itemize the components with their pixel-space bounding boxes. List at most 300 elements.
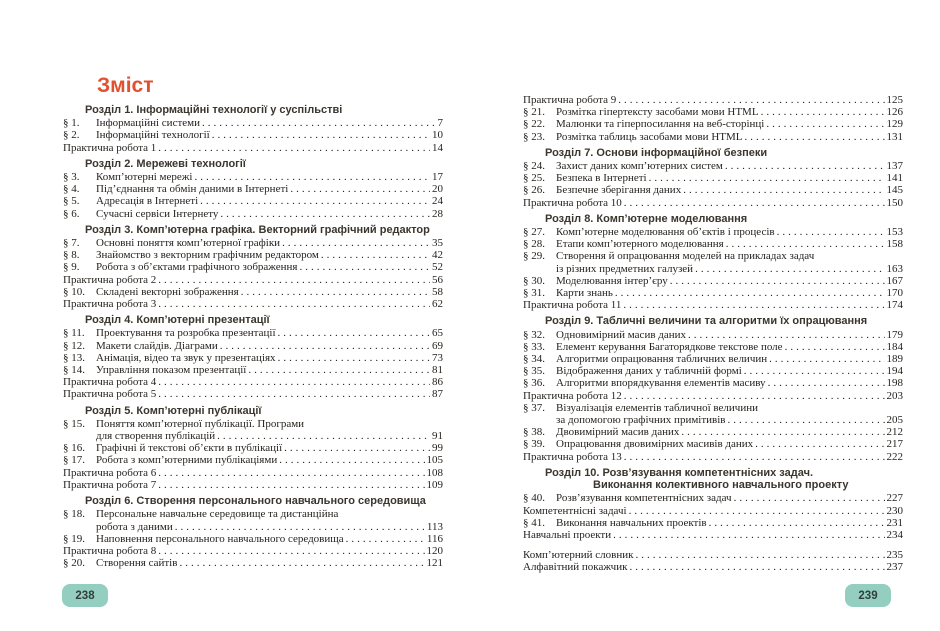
toc-entry-page: 189 xyxy=(886,353,903,366)
toc-entry-page: 235 xyxy=(886,549,903,562)
toc-entry xyxy=(523,451,903,463)
toc-dot-leader xyxy=(158,467,424,479)
toc-entry-page: 174 xyxy=(886,299,903,312)
toc-entry xyxy=(523,238,903,250)
toc-entry-title: Комп’ютерне моделювання об’єктів і процесів xyxy=(556,226,775,239)
toc-entry-title-line2: для створення публікацій xyxy=(96,430,216,443)
toc-entry-title: Практична робота 1 xyxy=(63,141,157,154)
toc-entry xyxy=(63,442,443,454)
toc-entry-title: Проектування та розробка презентації xyxy=(96,327,276,340)
toc-entry-title: Етапи комп’ютерного моделювання xyxy=(556,238,724,251)
toc-entry-title: Захист даних комп’ютерних систем xyxy=(556,160,723,173)
toc-entry-title: Двовимірний масив даних xyxy=(556,426,680,439)
toc-dot-leader xyxy=(278,327,430,339)
section-heading xyxy=(63,104,443,116)
toc-entry-title: Розмітка гіпертексту засобами мови HTML xyxy=(556,106,759,119)
toc-entry-label: § 19. xyxy=(63,532,85,545)
toc-section xyxy=(63,405,443,491)
toc-dot-leader xyxy=(681,426,884,438)
toc-entry-page: 91 xyxy=(432,430,443,443)
toc-dot-leader xyxy=(777,226,885,238)
toc-entry-label: § 34. xyxy=(523,353,545,366)
toc-entry-title: Малюнки та гіперпосилання на веб-сторінці xyxy=(556,118,765,131)
toc-dot-leader xyxy=(727,414,884,426)
toc-section xyxy=(523,315,903,462)
toc-entry-page: 203 xyxy=(886,389,903,402)
toc-entry-page: 141 xyxy=(886,172,903,185)
toc-dot-leader xyxy=(734,492,885,504)
toc-entry xyxy=(523,492,903,504)
toc-entry-title: Практична робота 8 xyxy=(63,544,157,557)
toc-entry-title: Практична робота 2 xyxy=(63,273,157,286)
toc-entry-page: 52 xyxy=(432,261,443,274)
toc-entry-page: 198 xyxy=(886,377,903,390)
toc-section xyxy=(523,467,903,541)
toc-entry xyxy=(63,117,443,129)
toc-entry-title: Алгоритми впорядкування елементів масиву xyxy=(556,377,766,390)
toc-dot-leader xyxy=(755,438,884,450)
toc-entry-page: 81 xyxy=(432,364,443,377)
toc-entry-label: § 29. xyxy=(523,250,545,263)
toc-entry-title: Відображення даних у табличній формі xyxy=(556,365,742,378)
toc-entry-title: Комп’ютерні мережі xyxy=(96,171,193,184)
toc-dot-leader xyxy=(744,365,885,377)
toc-entry-page: 163 xyxy=(886,262,903,275)
toc-dot-leader xyxy=(175,521,425,533)
toc-entry-page: 86 xyxy=(432,376,443,389)
toc-dot-leader xyxy=(200,195,430,207)
toc-dot-leader xyxy=(629,505,885,517)
toc-entry xyxy=(523,94,903,106)
section-heading xyxy=(523,147,903,159)
toc-entry-label: § 12. xyxy=(63,339,85,352)
toc-section xyxy=(523,94,903,143)
toc-left-blocks xyxy=(63,104,443,569)
toc-entry-title: Практична робота 9 xyxy=(523,94,617,106)
section-heading-line1: Розділ 8. Комп’ютерне моделювання xyxy=(545,212,748,225)
toc-entry-label: § 9. xyxy=(63,261,80,274)
toc-entry-label: § 20. xyxy=(63,557,85,570)
toc-entry xyxy=(63,364,443,376)
toc-entry xyxy=(63,208,443,220)
toc-entry-page: 65 xyxy=(432,327,443,340)
toc-entry xyxy=(523,438,903,450)
toc-entry-page: 167 xyxy=(886,274,903,287)
toc-entry-page: 227 xyxy=(886,492,903,505)
section-heading xyxy=(63,495,443,507)
toc-entry xyxy=(63,340,443,352)
toc-entry-page: 14 xyxy=(432,141,443,154)
toc-entry-title-line2: за допомогою графічних примітивів xyxy=(556,414,726,427)
toc-entry xyxy=(523,353,903,365)
section-heading xyxy=(63,405,443,417)
toc-entry-label: § 13. xyxy=(63,351,85,364)
toc-entry-label: § 17. xyxy=(63,454,85,467)
toc-dot-leader xyxy=(635,549,884,561)
toc-entry-label: § 40. xyxy=(523,492,545,505)
toc-entry-page: 105 xyxy=(426,454,443,467)
toc-dot-leader xyxy=(649,172,885,184)
toc-section xyxy=(523,213,903,312)
toc-entry-label: § 32. xyxy=(523,328,545,341)
toc-entry-page: 20 xyxy=(432,183,443,196)
toc-entry-title: Виконання навчальних проектів xyxy=(556,516,707,529)
toc-dot-leader xyxy=(709,517,885,529)
section-heading-line1: Розділ 6. Створення персонального навчального середовища xyxy=(85,495,426,508)
toc-entry-title-line2: із різних предметних галузей xyxy=(556,262,694,275)
toc-dot-leader xyxy=(158,545,424,557)
toc-entry-page: 237 xyxy=(886,561,903,574)
toc-entry-label: § 35. xyxy=(523,365,545,378)
toc-entry xyxy=(63,545,443,557)
toc-right-page-column xyxy=(523,94,903,574)
toc-entry-title: Опрацювання двовимірних масивів даних xyxy=(556,438,754,451)
toc-dot-leader xyxy=(768,377,885,389)
toc-entry-title: Робота з об’єктами графічного зображення xyxy=(96,261,298,274)
toc-entry-title: Алфавітний покажчик xyxy=(523,561,628,574)
toc-entry-title-line2: робота з даними xyxy=(96,520,173,533)
toc-entry-label: § 11. xyxy=(63,327,85,340)
toc-entry xyxy=(523,517,903,529)
toc-entry-page: 108 xyxy=(426,466,443,479)
toc-left-page-column xyxy=(63,74,443,569)
toc-entry xyxy=(63,183,443,195)
toc-dot-leader xyxy=(217,430,430,442)
toc-entry-page: 62 xyxy=(432,298,443,311)
toc-entry-page: 126 xyxy=(886,106,903,119)
toc-entry xyxy=(63,129,443,141)
toc-entry-title: Елемент керування Багаторядкове текстове поле xyxy=(556,340,783,353)
toc-dot-leader xyxy=(241,286,430,298)
toc-section xyxy=(63,314,443,400)
toc-section xyxy=(523,147,903,209)
page-number-badge-right: 239 xyxy=(845,584,891,607)
toc-entry-page: 24 xyxy=(432,195,443,208)
toc-entry-page: 113 xyxy=(426,520,443,533)
toc-entry-page: 121 xyxy=(426,557,443,570)
toc-entry xyxy=(523,118,903,130)
toc-entry-title: Знайомство з векторним графічним редактором xyxy=(96,249,319,262)
toc-entry xyxy=(523,275,903,287)
toc-entry xyxy=(523,341,903,353)
toc-dot-leader xyxy=(202,117,436,129)
toc-dot-leader xyxy=(158,298,430,310)
toc-entry xyxy=(523,160,903,172)
toc-entry-title: Розмітка таблиць засобами мови HTML xyxy=(556,130,743,143)
toc-entry-title: Макети слайдів. Діаграми xyxy=(96,339,218,352)
toc-entry-title: Практична робота 5 xyxy=(63,388,157,401)
toc-entry-label: § 2. xyxy=(63,129,80,142)
toc-entry xyxy=(523,561,903,573)
toc-dot-leader xyxy=(618,94,884,106)
toc-entry-page: 99 xyxy=(432,442,443,455)
toc-entry xyxy=(63,376,443,388)
toc-entry-title: Інформаційні системи xyxy=(96,117,200,130)
toc-section xyxy=(63,224,443,310)
toc-entry-title: Робота з комп’ютерними публікаціями xyxy=(96,454,278,467)
toc-dot-leader xyxy=(279,454,424,466)
toc-entry-label: § 8. xyxy=(63,249,80,262)
toc-entry xyxy=(523,329,903,341)
toc-dot-leader xyxy=(220,208,430,220)
toc-entry xyxy=(523,197,903,209)
toc-entry xyxy=(523,263,903,275)
toc-entry-page: 116 xyxy=(426,532,443,545)
toc-entry-page: 73 xyxy=(432,351,443,364)
toc-entry-page: 230 xyxy=(886,504,903,517)
toc-entry-label: § 28. xyxy=(523,238,545,251)
toc-entry xyxy=(523,106,903,118)
toc-dot-leader xyxy=(220,340,430,352)
toc-entry-title: Графічні й текстові об’єкти в публікації xyxy=(96,442,283,455)
toc-entry-label: § 26. xyxy=(523,184,545,197)
toc-entry-title: Поняття комп’ютерної публікації. Програми xyxy=(96,417,305,430)
toc-entry-page: 120 xyxy=(426,544,443,557)
toc-entry-page: 131 xyxy=(886,130,903,143)
toc-entry-label: § 7. xyxy=(63,237,80,250)
toc-entry xyxy=(63,286,443,298)
toc-entry-label: § 14. xyxy=(63,364,85,377)
toc-entry-title: Під’єднання та обмін даними в Інтернеті xyxy=(96,183,289,196)
toc-dot-leader xyxy=(284,442,430,454)
section-heading xyxy=(63,224,443,236)
toc-entry xyxy=(63,327,443,339)
toc-entry-label: § 3. xyxy=(63,171,80,184)
toc-entry xyxy=(63,388,443,400)
toc-entry-title: Моделювання інтер’єру xyxy=(556,274,668,287)
toc-entry xyxy=(523,414,903,426)
toc-entry xyxy=(523,505,903,517)
toc-entry-page: 7 xyxy=(437,117,443,130)
toc-entry-page: 234 xyxy=(886,528,903,541)
toc-entry-title: Створення сайтів xyxy=(96,557,178,570)
toc-title: Зміст xyxy=(97,74,154,97)
toc-entry xyxy=(523,377,903,389)
toc-dot-leader xyxy=(282,237,430,249)
toc-entry-title: Анімація, відео та звук у презентаціях xyxy=(96,351,276,364)
toc-dot-leader xyxy=(670,275,885,287)
toc-entry-page: 158 xyxy=(886,238,903,251)
toc-entry-label: § 37. xyxy=(523,401,545,414)
toc-entry-label: § 23. xyxy=(523,130,545,143)
section-heading xyxy=(523,213,903,225)
toc-entry-page: 179 xyxy=(886,328,903,341)
toc-entry xyxy=(63,261,443,273)
toc-entry-title: Адресація в Інтернеті xyxy=(96,195,199,208)
section-heading-line1: Розділ 7. Основи інформаційної безпеки xyxy=(545,146,768,159)
toc-entry xyxy=(63,430,443,442)
toc-dot-leader xyxy=(766,118,884,130)
toc-entry-title: Основні поняття комп’ютерної графіки xyxy=(96,237,281,250)
toc-entry-title: Складені векторні зображення xyxy=(96,285,239,298)
toc-entry xyxy=(63,249,443,261)
section-heading-line1: Розділ 2. Мережеві технології xyxy=(85,157,246,170)
toc-entry-label: § 1. xyxy=(63,117,80,130)
toc-dot-leader xyxy=(624,197,885,209)
section-heading-line1: Розділ 3. Комп’ютерна графіка. Векторний графічний редактор xyxy=(85,223,430,236)
toc-entry xyxy=(63,479,443,491)
toc-entry-page: 28 xyxy=(432,207,443,220)
toc-dot-leader xyxy=(769,353,884,365)
toc-entry xyxy=(63,142,443,154)
toc-entry xyxy=(63,557,443,569)
toc-entry-label: § 15. xyxy=(63,417,85,430)
toc-entry xyxy=(63,454,443,466)
toc-entry-label: § 21. xyxy=(523,106,545,119)
toc-entry-page: 56 xyxy=(432,273,443,286)
toc-entry-label: § 33. xyxy=(523,340,545,353)
toc-dot-leader xyxy=(683,184,884,196)
toc-entry-title: Практична робота 4 xyxy=(63,376,157,389)
toc-dot-leader xyxy=(615,287,885,299)
toc-dot-leader xyxy=(695,263,884,275)
toc-entry xyxy=(523,287,903,299)
toc-entry-page: 87 xyxy=(432,388,443,401)
toc-entry xyxy=(63,274,443,286)
toc-dot-leader xyxy=(212,129,430,141)
toc-entry-title: Сучасні сервіси Інтернету xyxy=(96,207,219,220)
toc-entry-label: § 4. xyxy=(63,183,80,196)
toc-entry-page: 170 xyxy=(886,287,903,300)
toc-dot-leader xyxy=(158,388,430,400)
toc-dot-leader xyxy=(624,451,885,463)
section-heading-line2: Виконання колективного навчального проекту xyxy=(593,479,849,492)
toc-entry-label: § 18. xyxy=(63,508,85,521)
toc-entry-title: Персональне навчальне середовище та дистанційна xyxy=(96,508,339,521)
toc-entry-page: 194 xyxy=(886,365,903,378)
toc-right-blocks xyxy=(523,94,903,574)
toc-entry-page: 35 xyxy=(432,237,443,250)
toc-entry xyxy=(63,298,443,310)
toc-entry-page: 125 xyxy=(886,94,903,106)
toc-entry-title: Розв’язування компетентнісних задач xyxy=(556,492,732,505)
toc-entry xyxy=(63,508,443,520)
toc-entry-label: § 41. xyxy=(523,516,545,529)
toc-entry-page: 58 xyxy=(432,285,443,298)
section-heading xyxy=(63,158,443,170)
toc-entry-label: § 27. xyxy=(523,226,545,239)
toc-entry xyxy=(523,226,903,238)
toc-entry xyxy=(63,352,443,364)
toc-entry xyxy=(63,533,443,545)
toc-dot-leader xyxy=(158,479,424,491)
toc-entry xyxy=(523,529,903,541)
toc-entry-label: § 25. xyxy=(523,172,545,185)
toc-entry-page: 109 xyxy=(426,478,443,491)
toc-entry-page: 231 xyxy=(886,516,903,529)
toc-section xyxy=(63,495,443,569)
toc-dot-leader xyxy=(623,299,884,311)
toc-entry-page: 184 xyxy=(886,340,903,353)
toc-entry xyxy=(63,237,443,249)
toc-entry-title: Практична робота 7 xyxy=(63,478,157,491)
toc-entry-title: Практична робота 12 xyxy=(523,389,622,402)
toc-entry xyxy=(63,467,443,479)
toc-entry-title: Навчальні проекти xyxy=(523,528,612,541)
toc-dot-leader xyxy=(688,329,884,341)
toc-entry-title: Практична робота 13 xyxy=(523,450,622,463)
toc-dot-leader xyxy=(299,261,430,273)
section-heading-line1: Розділ 4. Комп’ютерні презентації xyxy=(85,314,270,327)
page-number-badge-left: 238 xyxy=(62,584,108,607)
toc-dot-leader xyxy=(725,160,885,172)
toc-entry-title: Карти знань xyxy=(556,287,613,300)
section-heading-line1: Розділ 1. Інформаційні технології у суспільстві xyxy=(85,104,343,116)
toc-entry-label: § 16. xyxy=(63,442,85,455)
toc-entry-title: Наповнення персонального навчального середовища xyxy=(96,532,344,545)
toc-entry xyxy=(523,365,903,377)
section-heading-line1: Розділ 9. Табличні величини та алгоритми їх опрацювання xyxy=(545,315,868,328)
toc-entry-page: 42 xyxy=(432,249,443,262)
toc-entry-page: 205 xyxy=(886,414,903,427)
toc-dot-leader xyxy=(321,249,430,261)
toc-entry-title: Безпечне зберігання даних xyxy=(556,184,682,197)
toc-entry-page: 217 xyxy=(886,438,903,451)
toc-entry xyxy=(523,184,903,196)
toc-entry-title: Практична робота 11 xyxy=(523,299,622,312)
toc-section xyxy=(63,104,443,154)
section-heading xyxy=(523,315,903,327)
toc-entry-label: § 10. xyxy=(63,285,85,298)
toc-entry-page: 129 xyxy=(886,118,903,131)
toc-dot-leader xyxy=(158,274,430,286)
toc-entry-title: Безпека в Інтернеті xyxy=(556,172,647,185)
toc-entry xyxy=(523,172,903,184)
toc-entry-page: 69 xyxy=(432,339,443,352)
toc-entry-label: § 36. xyxy=(523,377,545,390)
toc-dot-leader xyxy=(613,529,884,541)
toc-dot-leader xyxy=(785,341,885,353)
toc-entry-title: Практична робота 3 xyxy=(63,298,157,311)
toc-entry-page: 153 xyxy=(886,226,903,239)
section-heading-line1: Розділ 10. Розв’язування компетентнісних задач. xyxy=(545,466,814,479)
toc-dot-leader xyxy=(290,183,430,195)
toc-entry-title: Практична робота 6 xyxy=(63,466,157,479)
toc-dot-leader xyxy=(158,376,430,388)
toc-entry-page: 145 xyxy=(886,184,903,197)
toc-entry-label: § 31. xyxy=(523,287,545,300)
toc-entry-label: § 6. xyxy=(63,207,80,220)
toc-dot-leader xyxy=(158,142,430,154)
toc-dot-leader xyxy=(248,364,430,376)
toc-entry-page: 17 xyxy=(432,171,443,184)
toc-entry-title: Інформаційні технології xyxy=(96,129,210,142)
toc-entry-title: Візуалізація елементів табличної величини xyxy=(556,401,758,414)
toc-entry-page: 10 xyxy=(432,129,443,142)
toc-entry-label: § 22. xyxy=(523,118,545,131)
toc-entry xyxy=(63,418,443,430)
toc-entry-title: Компетентнісні задачі xyxy=(523,504,627,517)
toc-dot-leader xyxy=(278,352,430,364)
toc-entry-title: Алгоритми опрацювання табличних величин xyxy=(556,353,768,366)
toc-dot-leader xyxy=(629,561,884,573)
toc-entry xyxy=(63,195,443,207)
toc-entry-title: Одновимірний масив даних xyxy=(556,328,687,341)
toc-entry xyxy=(523,131,903,143)
toc-dot-leader xyxy=(761,106,885,118)
toc-dot-leader xyxy=(346,533,425,545)
toc-entry xyxy=(523,549,903,561)
toc-entry xyxy=(63,521,443,533)
toc-entry xyxy=(523,250,903,262)
section-heading xyxy=(523,467,903,491)
toc-entry xyxy=(523,402,903,414)
toc-dot-leader xyxy=(179,557,424,569)
toc-entry-title: Практична робота 10 xyxy=(523,196,622,209)
toc-entry-title: Створення й опрацювання моделей на прикладах задач xyxy=(556,250,815,263)
toc-entry xyxy=(63,171,443,183)
toc-entry-title: Управління показом презентації xyxy=(96,364,247,377)
